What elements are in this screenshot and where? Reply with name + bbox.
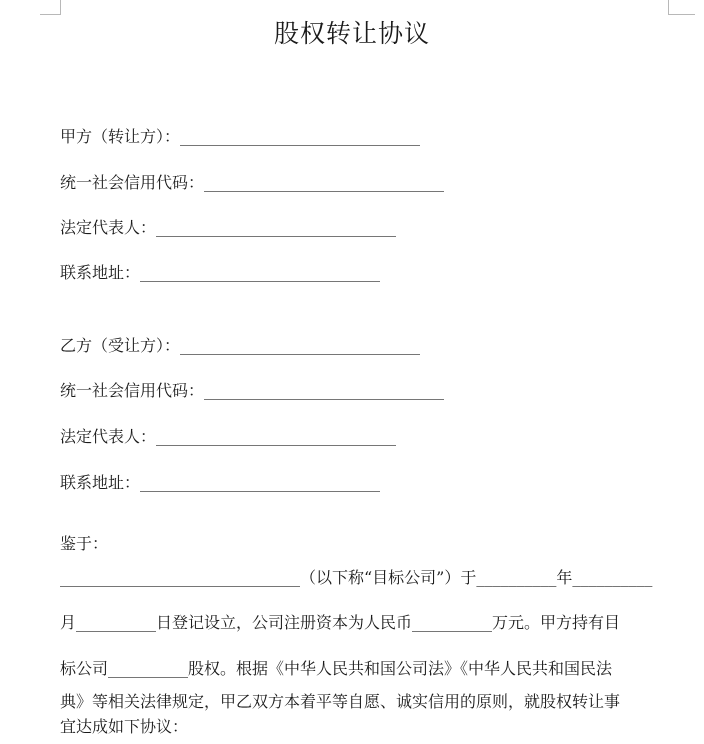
party-b-legal-rep-label: 法定代表人： <box>60 427 157 446</box>
party-b-credit-code-line <box>60 380 444 402</box>
party-a-legal-rep-blank: ______________________________ <box>156 218 397 237</box>
party-b-address-label: 联系地址： <box>60 473 141 492</box>
party-a-label: 甲方（转让方）： <box>60 127 181 146</box>
party-b-legal-rep-blank: ______________________________ <box>156 427 397 446</box>
party-b-legal-rep-line <box>60 426 396 448</box>
whereas-paragraph-line-2: 月__________日登记设立，公司注册资本为人民币__________万元。甲方持有目 <box>60 613 621 632</box>
page-corner-mark-right <box>668 0 695 15</box>
party-b-credit-code-label: 统一社会信用代码： <box>60 381 205 400</box>
party-b-line <box>60 335 420 357</box>
whereas-paragraph-line-3: 标公司__________股权。根据《中华人民共和国公司法》《中华人民共和国民法 <box>60 659 613 678</box>
party-a-credit-code-blank: ______________________________ <box>204 173 445 192</box>
whereas-paragraph-line-5: 宜达成如下协议： <box>60 717 189 736</box>
party-a-line <box>60 126 420 148</box>
party-a-blank: ______________________________ <box>180 127 421 146</box>
page-corner-mark-left <box>40 0 61 15</box>
whereas-paragraph-line-1: ______________________________（以下称“目标公司”）于__________年__________ <box>60 568 653 587</box>
party-a-credit-code-label: 统一社会信用代码： <box>60 173 205 192</box>
party-a-address-label: 联系地址： <box>60 263 141 282</box>
party-b-blank: ______________________________ <box>180 336 421 355</box>
party-b-label: 乙方（受让方）： <box>60 336 181 355</box>
party-b-address-blank: ______________________________ <box>140 473 381 492</box>
whereas-paragraph-line-4: 典》等相关法律规定，甲乙双方本着平等自愿、诚实信用的原则，就股权转让事 <box>60 692 621 711</box>
party-a-credit-code-line <box>60 172 444 194</box>
party-a-legal-rep-line <box>60 217 396 239</box>
party-b-credit-code-blank: ______________________________ <box>204 381 445 400</box>
party-a-address-line <box>60 262 380 284</box>
party-a-address-blank: ______________________________ <box>140 263 381 282</box>
whereas-heading: 鉴于： <box>60 534 109 553</box>
party-b-address-line <box>60 472 380 494</box>
party-a-legal-rep-label: 法定代表人： <box>60 218 157 237</box>
document-title: 股权转让协议 <box>273 19 430 48</box>
